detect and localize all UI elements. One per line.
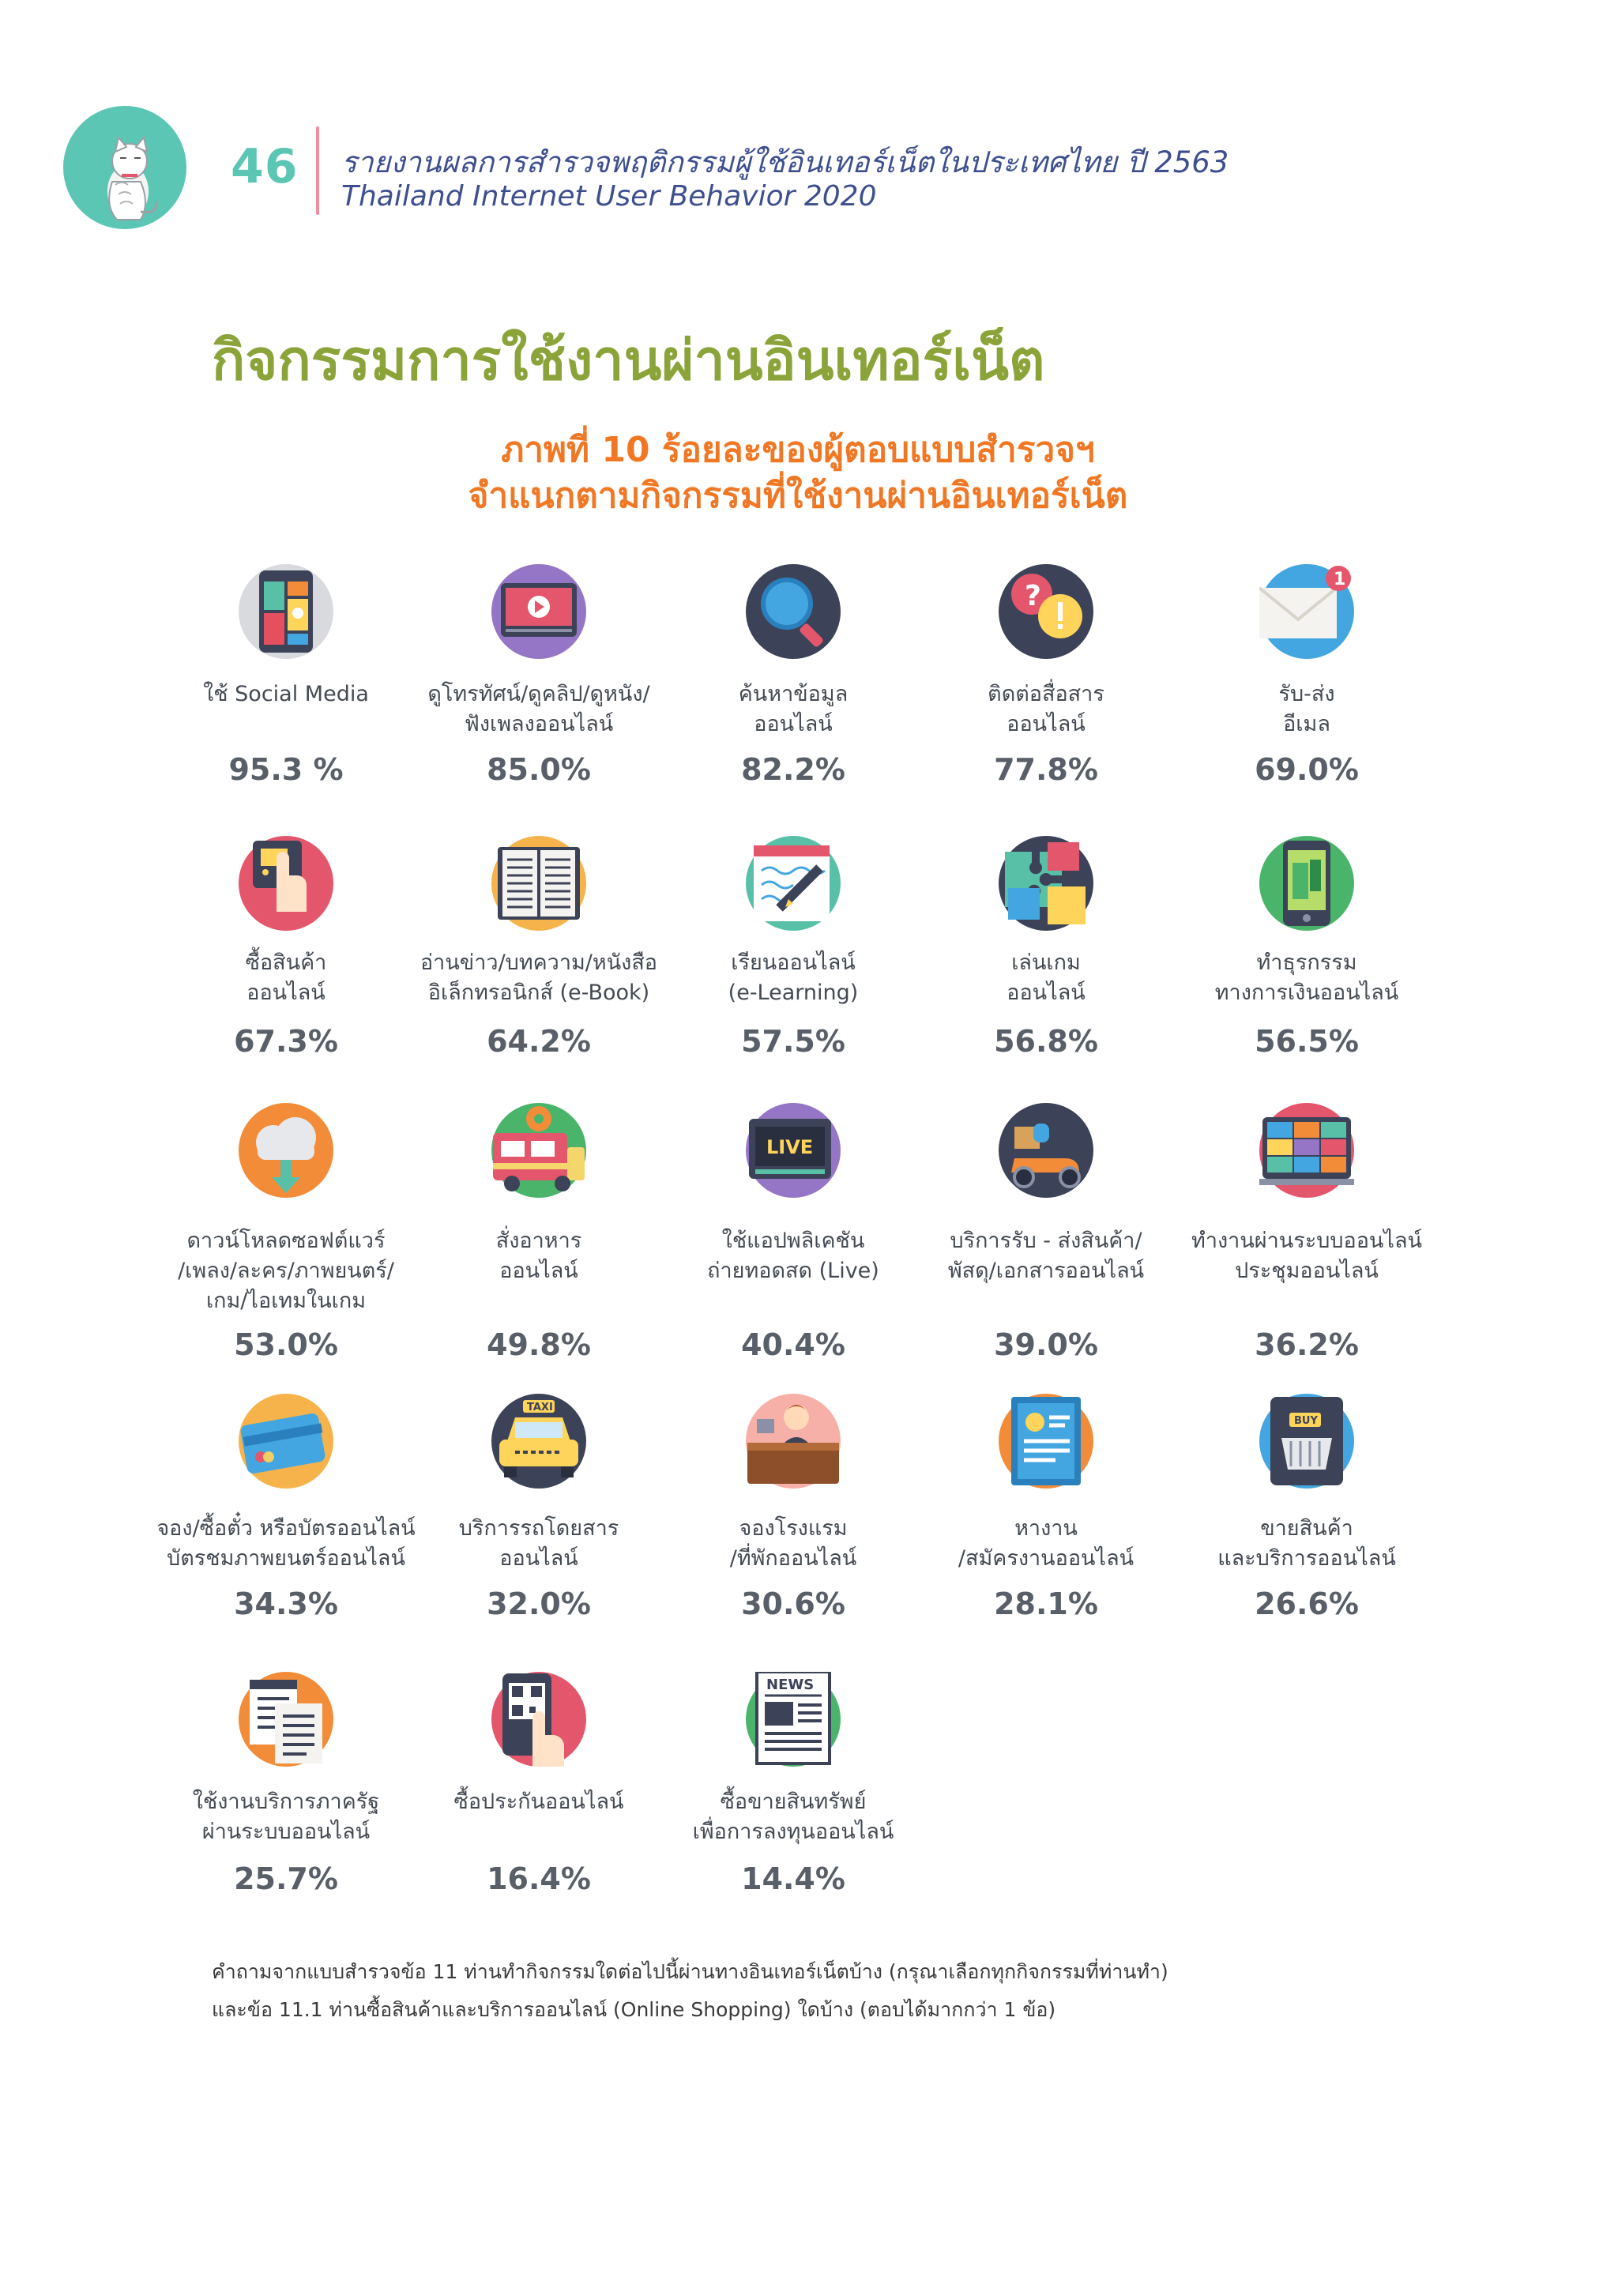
activity-item <box>920 564 1172 800</box>
activity-percentage: 40.4% <box>741 1327 845 1362</box>
svg-text:1: 1 <box>1334 570 1346 589</box>
activity-label-line: ออนไลน์ <box>1007 712 1086 736</box>
activity-item <box>1180 836 1433 1071</box>
activity-label-line: /เพลง/ละคร/ภาพยนตร์/ <box>178 1259 394 1283</box>
activity-label-line: อิเล็กทรอนิกส์ (e-Book) <box>427 981 650 1005</box>
activity-label <box>904 679 1188 740</box>
activity-label-line: ประชุมออนไลน์ <box>1235 1259 1379 1283</box>
activity-percentage: 26.6% <box>1255 1586 1359 1621</box>
section-title: กิจกรรมการใช้งานผ่านอินเทอร์เน็ต <box>212 328 1045 393</box>
activity-label <box>651 679 935 740</box>
activity-item <box>667 564 920 800</box>
activity-label-line: ทำธุรกรรม <box>1256 950 1357 975</box>
activity-label-line: ใช้แอปพลิเคชัน <box>721 1229 865 1253</box>
shopping-cart-tap-icon <box>239 836 333 931</box>
activity-percentage: 56.5% <box>1255 1024 1359 1059</box>
activity-label <box>1165 948 1449 1008</box>
notebook-pen-icon <box>746 836 841 931</box>
activity-label-line: เพื่อการลงทุนออนไลน์ <box>692 1820 894 1844</box>
activity-percentage: 28.1% <box>994 1586 1098 1621</box>
activity-label <box>397 679 681 740</box>
activity-label-line: ขายสินค้า <box>1260 1516 1353 1541</box>
activity-percentage: 69.0% <box>1255 752 1359 787</box>
social-media-icon <box>239 564 333 659</box>
figure-title-line1: ภาพที่ 10 ร้อยละของผู้ตอบแบบสำรวจฯ <box>501 430 1095 470</box>
envelope-icon <box>1259 564 1354 659</box>
svg-text:LIVE: LIVE <box>766 1136 814 1158</box>
activity-label-line: ซื้อขายสินทรัพย์ <box>720 1790 867 1814</box>
activity-label-line: ใช้งานบริการภาครัฐ <box>192 1790 380 1814</box>
activity-label <box>397 1787 681 1817</box>
activity-label-line: พัสดุ/เอกสารออนไลน์ <box>947 1259 1145 1283</box>
activity-label-line: บริการรับ - ส่งสินค้า/ <box>950 1229 1142 1253</box>
activity-item <box>156 1394 416 1634</box>
activity-item <box>160 1672 412 1909</box>
figure-title-line2: จำแนกตามกิจกรรมที่ใช้งานผ่านอินเทอร์เน็ต <box>468 476 1128 516</box>
activity-item <box>920 836 1172 1071</box>
activity-percentage: 36.2% <box>1255 1327 1359 1362</box>
activity-item <box>1180 1394 1433 1634</box>
activity-label <box>397 948 681 1008</box>
activity-label-line: ออนไลน์ <box>246 981 325 1005</box>
activity-percentage: 53.0% <box>234 1327 338 1362</box>
activity-item <box>412 1672 665 1909</box>
activity-label <box>144 1514 428 1574</box>
activity-label <box>651 1514 935 1574</box>
activity-percentage: 30.6% <box>741 1586 845 1621</box>
activity-item <box>160 564 412 800</box>
activity-item <box>667 836 920 1071</box>
activity-label <box>904 1514 1188 1574</box>
activity-percentage: 34.3% <box>234 1586 338 1621</box>
activity-label <box>651 948 935 1008</box>
activity-label-line: /ที่พักออนไลน์ <box>729 1546 857 1571</box>
activity-item <box>412 564 665 800</box>
activity-label-line: บัตรชมภาพยนตร์ออนไลน์ <box>167 1546 405 1571</box>
svg-text:TAXI: TAXI <box>527 1402 553 1413</box>
hotel-reception-icon <box>746 1394 841 1489</box>
activity-percentage: 95.3 % <box>228 752 344 787</box>
taxi-icon <box>491 1394 586 1489</box>
mobile-banking-icon <box>1259 836 1354 931</box>
activity-label-line: ดาวน์โหลดซอฟต์แวร์ <box>186 1229 386 1253</box>
report-title-thai: รายงานผลการสำรวจพฤติกรรมผู้ใช้อินเทอร์เน็ตในประเทศไทย ปี 2563 <box>341 145 1229 179</box>
activity-label-line: จองโรงแรม <box>739 1516 848 1541</box>
activity-percentage: 85.0% <box>487 752 591 787</box>
activity-item <box>920 1103 1172 1375</box>
report-title-english: Thailand Internet User Behavior 2020 <box>341 180 877 213</box>
activity-item <box>160 836 412 1071</box>
activity-label-line: ค้นหาข้อมูล <box>738 682 849 706</box>
activity-label-line: ทำงานผ่านระบบออนไลน์ <box>1191 1229 1422 1253</box>
activity-percentage: 25.7% <box>234 1861 338 1896</box>
activity-label-line: และบริการออนไลน์ <box>1217 1546 1396 1571</box>
activity-label <box>651 1787 935 1847</box>
activity-label-line: ผ่านระบบออนไลน์ <box>201 1820 371 1844</box>
activity-item <box>920 1394 1172 1634</box>
svg-text:?: ? <box>1025 580 1041 612</box>
activity-item <box>160 1103 412 1375</box>
activity-percentage: 77.8% <box>994 752 1098 787</box>
activity-label-line: /สมัครงานออนไลน์ <box>958 1546 1134 1571</box>
activity-label-line: ดูโทรทัศน์/ดูคลิป/ดูหนัง/ <box>427 682 650 706</box>
resume-icon <box>999 1394 1093 1489</box>
activity-label-line: ทางการเงินออนไลน์ <box>1214 981 1399 1005</box>
activity-label <box>144 679 428 710</box>
svg-text:BUY: BUY <box>1294 1415 1318 1427</box>
activity-percentage: 57.5% <box>741 1024 845 1059</box>
activity-item <box>667 1103 920 1375</box>
page-number: 46 <box>231 139 299 194</box>
activity-label <box>904 948 1188 1008</box>
activity-label-line: (e-Learning) <box>728 981 859 1005</box>
activity-label-line: ติดต่อสื่อสาร <box>988 682 1104 706</box>
activity-label-line: บริการรถโดยสาร <box>458 1516 619 1541</box>
activity-label-line: เล่นเกม <box>1011 950 1081 975</box>
activity-label <box>1165 1514 1449 1574</box>
food-truck-icon <box>491 1103 586 1198</box>
activity-label-line: ฟังเพลงออนไลน์ <box>464 712 614 736</box>
credit-card-icon <box>239 1394 333 1489</box>
activity-label <box>144 1226 428 1316</box>
activity-label-line: ออนไลน์ <box>1007 981 1086 1005</box>
activity-label <box>1165 679 1449 740</box>
activity-item <box>1180 1103 1433 1375</box>
activity-label <box>904 1226 1188 1286</box>
activity-label-line: ถ่ายทอดสด (Live) <box>707 1259 879 1283</box>
footnote-line1: คำถามจากแบบสำรวจข้อ 11 ท่านทำกิจกรรมใดต่อไปนี้ผ่านทางอินเทอร์เน็ตบ้าง (กรุณาเลือกทุกกิจกรรมที่ท่านทำ) <box>212 1960 1168 1983</box>
activity-item <box>1180 564 1433 800</box>
video-player-icon <box>491 564 586 659</box>
activity-percentage: 82.2% <box>741 752 845 787</box>
activity-percentage: 56.8% <box>994 1024 1098 1059</box>
cloud-download-icon <box>239 1103 333 1198</box>
svg-text:NEWS: NEWS <box>766 1677 815 1693</box>
activity-percentage: 32.0% <box>487 1586 591 1621</box>
documents-icon <box>239 1672 333 1767</box>
activity-item <box>412 1394 665 1634</box>
activity-label-line: รับ-ส่ง <box>1278 682 1335 706</box>
newspaper-icon <box>746 1672 841 1767</box>
activity-label <box>397 1514 681 1574</box>
activity-item <box>667 1672 920 1909</box>
activity-label-line: สั่งอาหาร <box>495 1229 582 1253</box>
activity-label <box>144 948 428 1008</box>
activity-item <box>412 1103 665 1375</box>
puzzle-icon <box>999 836 1093 931</box>
activity-label <box>144 1787 428 1847</box>
activity-percentage: 49.8% <box>487 1327 591 1362</box>
chat-bubbles-icon <box>999 564 1093 659</box>
activity-label-line: ใช้ Social Media <box>203 682 369 706</box>
activity-label-line: หางาน <box>1014 1516 1078 1541</box>
activity-label-line: ซื้อประกันออนไลน์ <box>453 1790 624 1814</box>
activity-label-line: อ่านข่าว/บทความ/หนังสือ <box>420 950 658 975</box>
activity-label-line: ออนไลน์ <box>499 1546 578 1571</box>
activity-percentage: 16.4% <box>487 1861 591 1896</box>
activity-percentage: 39.0% <box>994 1327 1098 1362</box>
magnifier-icon <box>746 564 841 659</box>
activity-label-line: เรียนออนไลน์ <box>731 950 856 975</box>
qr-phone-icon <box>491 1672 586 1767</box>
activity-label-line: ออนไลน์ <box>754 712 833 736</box>
activity-item <box>412 836 665 1071</box>
activity-label-line: ซื้อสินค้า <box>245 950 327 975</box>
activity-label-line: ออนไลน์ <box>499 1259 578 1283</box>
activity-label <box>397 1226 681 1286</box>
buy-basket-icon <box>1259 1394 1354 1489</box>
video-meeting-icon <box>1259 1103 1354 1198</box>
delivery-scooter-icon <box>999 1103 1093 1198</box>
activity-label-line: อีเมล <box>1283 712 1330 736</box>
footnote-line2: และข้อ 11.1 ท่านซื้อสินค้าและบริการออนไลน์ (Online Shopping) ใดบ้าง (ตอบได้มากกว่า 1 ข้อ) <box>212 1998 1056 2021</box>
open-book-icon <box>491 836 586 931</box>
activity-label <box>651 1226 935 1286</box>
activity-label-line: เกม/ไอเทมในเกม <box>205 1289 367 1313</box>
activity-label <box>1165 1226 1449 1286</box>
activity-item <box>667 1394 920 1634</box>
activity-percentage: 64.2% <box>487 1024 591 1059</box>
activity-label-line: จอง/ซื้อตั๋ว หรือบัตรออนไลน์ <box>156 1516 416 1541</box>
activity-percentage: 14.4% <box>741 1861 845 1896</box>
activity-percentage: 67.3% <box>234 1024 338 1059</box>
live-stream-icon <box>746 1103 841 1198</box>
